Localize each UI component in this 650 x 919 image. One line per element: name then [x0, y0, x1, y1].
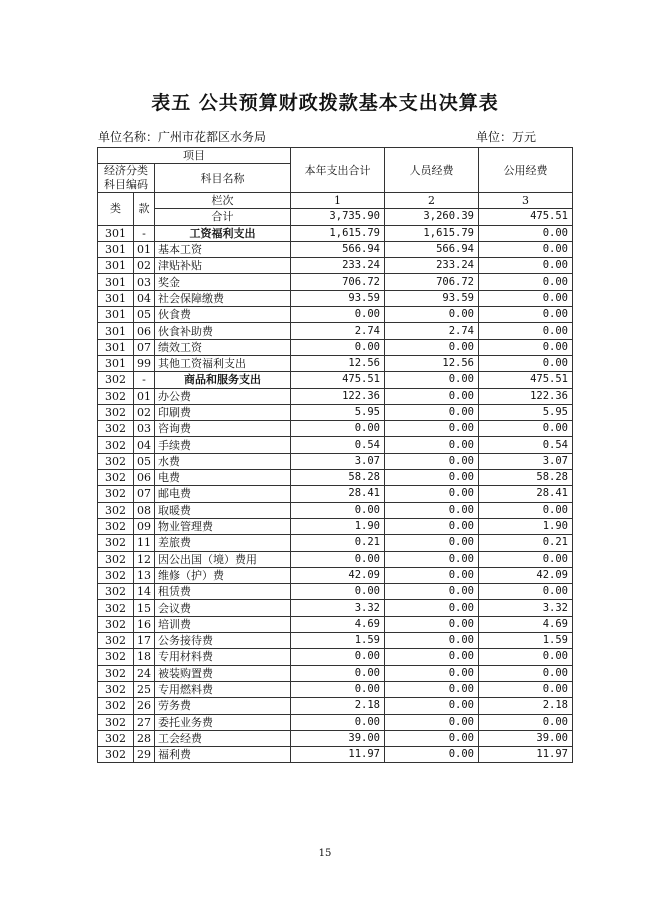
total-personnel: 3,260.39 [385, 209, 479, 225]
row-personnel: 1,615.79 [385, 225, 479, 241]
row-item-name: 物业管理费 [155, 518, 291, 534]
row-total: 0.21 [291, 535, 385, 551]
page-title: 表五 公共预算财政拨款基本支出决算表 [151, 92, 499, 114]
row-total: 0.00 [291, 339, 385, 355]
row-type-code: 301 [98, 258, 134, 274]
table-row [98, 567, 573, 583]
row-public: 11.97 [479, 747, 573, 763]
row-item-name: 水费 [155, 453, 291, 469]
row-type-code: 301 [98, 355, 134, 371]
row-kuan-code: 17 [134, 633, 155, 649]
col-number-2: 2 [385, 193, 479, 209]
row-personnel: 0.00 [385, 470, 479, 486]
row-public: 2.18 [479, 698, 573, 714]
row-public: 0.00 [479, 649, 573, 665]
row-kuan-code: 05 [134, 307, 155, 323]
page-number: 15 [318, 848, 332, 859]
row-kuan-code: 27 [134, 714, 155, 730]
row-total: 1.90 [291, 518, 385, 534]
unit-name: 单位名称：广州市花都区水务局 [98, 130, 267, 144]
row-item-name: 公务接待费 [155, 633, 291, 649]
row-item-name: 专用材料费 [155, 649, 291, 665]
table-row [98, 437, 573, 453]
row-personnel: 0.00 [385, 518, 479, 534]
table-row [98, 502, 573, 518]
row-personnel: 0.00 [385, 437, 479, 453]
row-public: 5.95 [479, 404, 573, 420]
table-row [98, 225, 573, 241]
header-row-project [98, 148, 573, 164]
unit-label: 单位：万元 [476, 130, 537, 144]
row-kuan-code: 99 [134, 355, 155, 371]
row-public: 122.36 [479, 388, 573, 404]
row-item-name: 伙食补助费 [155, 323, 291, 339]
row-kuan-code: 08 [134, 502, 155, 518]
row-item-name: 会议费 [155, 600, 291, 616]
row-personnel: 0.00 [385, 388, 479, 404]
row-item-name: 被装购置费 [155, 665, 291, 681]
row-item-name: 咨询费 [155, 421, 291, 437]
row-type-code: 302 [98, 649, 134, 665]
row-kuan-code: 04 [134, 437, 155, 453]
row-item-name: 邮电费 [155, 486, 291, 502]
row-item-name: 培训费 [155, 616, 291, 632]
row-kuan-code: 04 [134, 290, 155, 306]
row-kuan-code: 25 [134, 681, 155, 697]
row-kuan-code: 02 [134, 258, 155, 274]
row-personnel: 0.00 [385, 714, 479, 730]
row-item-name: 取暖费 [155, 502, 291, 518]
table-row [98, 714, 573, 730]
table-row [98, 241, 573, 257]
row-personnel: 0.00 [385, 600, 479, 616]
row-personnel: 0.00 [385, 307, 479, 323]
row-personnel: 0.00 [385, 698, 479, 714]
row-total: 5.95 [291, 404, 385, 420]
row-kuan-code: 13 [134, 567, 155, 583]
row-public: 1.90 [479, 518, 573, 534]
row-total: 0.00 [291, 584, 385, 600]
row-type-code: 302 [98, 698, 134, 714]
header-name: 科目名称 [155, 164, 291, 193]
row-item-name: 绩效工资 [155, 339, 291, 355]
row-personnel: 0.00 [385, 372, 479, 388]
row-item-name: 手续费 [155, 437, 291, 453]
row-personnel: 0.00 [385, 747, 479, 763]
row-public: 28.41 [479, 486, 573, 502]
row-public: 0.00 [479, 225, 573, 241]
row-item-name: 其他工资福利支出 [155, 355, 291, 371]
row-total: 233.24 [291, 258, 385, 274]
row-personnel: 0.00 [385, 616, 479, 632]
row-public: 39.00 [479, 730, 573, 746]
row-personnel: 12.56 [385, 355, 479, 371]
row-personnel: 0.00 [385, 633, 479, 649]
row-item-name: 因公出国（境）费用 [155, 551, 291, 567]
table-row [98, 600, 573, 616]
row-public: 0.00 [479, 323, 573, 339]
row-item-name: 工资福利支出 [155, 225, 291, 241]
row-item-name: 津贴补贴 [155, 258, 291, 274]
row-item-name: 印刷费 [155, 404, 291, 420]
row-total: 11.97 [291, 747, 385, 763]
row-public: 0.00 [479, 665, 573, 681]
row-public: 0.00 [479, 551, 573, 567]
row-total: 122.36 [291, 388, 385, 404]
row-kuan-code: 16 [134, 616, 155, 632]
row-public: 0.00 [479, 355, 573, 371]
row-public: 0.00 [479, 714, 573, 730]
total-amount: 3,735.90 [291, 209, 385, 225]
row-type-code: 302 [98, 616, 134, 632]
row-kuan-code: 03 [134, 421, 155, 437]
header-project: 项目 [98, 148, 291, 164]
row-public: 0.00 [479, 274, 573, 290]
row-type-code: 302 [98, 567, 134, 583]
row-type-code: 301 [98, 339, 134, 355]
table-row [98, 633, 573, 649]
row-kuan-code: 05 [134, 453, 155, 469]
table-row [98, 258, 573, 274]
row-type-code: 302 [98, 437, 134, 453]
table-row [98, 665, 573, 681]
row-public: 3.32 [479, 600, 573, 616]
row-personnel: 0.00 [385, 502, 479, 518]
table-row [98, 307, 573, 323]
table-row [98, 470, 573, 486]
row-kuan-code: 06 [134, 470, 155, 486]
table-row [98, 404, 573, 420]
row-public: 0.54 [479, 437, 573, 453]
table-row [98, 486, 573, 502]
table-row [98, 698, 573, 714]
row-item-name: 专用燃料费 [155, 681, 291, 697]
row-item-name: 维修（护）费 [155, 567, 291, 583]
row-public: 1.59 [479, 633, 573, 649]
row-personnel: 566.94 [385, 241, 479, 257]
row-type-code: 302 [98, 714, 134, 730]
row-public: 58.28 [479, 470, 573, 486]
row-personnel: 0.00 [385, 649, 479, 665]
row-total: 0.00 [291, 714, 385, 730]
row-item-name: 租赁费 [155, 584, 291, 600]
row-total: 0.00 [291, 681, 385, 697]
row-kuan-code: 15 [134, 600, 155, 616]
row-type-code: 302 [98, 600, 134, 616]
header-code: 经济分类 科目编码 [98, 164, 155, 193]
row-item-name: 福利费 [155, 747, 291, 763]
row-type-code: 302 [98, 730, 134, 746]
row-type-code: 302 [98, 388, 134, 404]
col-number-1: 1 [291, 193, 385, 209]
total-label: 合计 [155, 209, 291, 225]
row-item-name: 委托业务费 [155, 714, 291, 730]
row-type-code: 302 [98, 404, 134, 420]
row-public: 0.00 [479, 681, 573, 697]
row-kuan-code: 09 [134, 518, 155, 534]
row-item-name: 差旅费 [155, 535, 291, 551]
table-row [98, 355, 573, 371]
row-personnel: 0.00 [385, 681, 479, 697]
row-public: 0.21 [479, 535, 573, 551]
row-type-code: 302 [98, 681, 134, 697]
row-total: 0.00 [291, 502, 385, 518]
table-row [98, 339, 573, 355]
row-personnel: 0.00 [385, 486, 479, 502]
row-type-code: 302 [98, 518, 134, 534]
row-kuan-code: 02 [134, 404, 155, 420]
row-total: 1,615.79 [291, 225, 385, 241]
header-row-lanci [98, 193, 573, 209]
row-total: 2.18 [291, 698, 385, 714]
row-item-name: 劳务费 [155, 698, 291, 714]
table-row [98, 747, 573, 763]
row-total: 475.51 [291, 372, 385, 388]
row-personnel: 0.00 [385, 535, 479, 551]
table-row [98, 518, 573, 534]
row-type-code: 302 [98, 486, 134, 502]
table-row [98, 274, 573, 290]
row-total: 0.00 [291, 649, 385, 665]
row-public: 42.09 [479, 567, 573, 583]
row-public: 3.07 [479, 453, 573, 469]
row-personnel: 0.00 [385, 453, 479, 469]
header-personnel: 人员经费 [385, 148, 479, 193]
row-type-code: 301 [98, 241, 134, 257]
row-personnel: 0.00 [385, 665, 479, 681]
row-public: 4.69 [479, 616, 573, 632]
row-kuan-code: 03 [134, 274, 155, 290]
table-row [98, 323, 573, 339]
row-total: 1.59 [291, 633, 385, 649]
header-lei: 类 [98, 193, 134, 226]
header-total: 本年支出合计 [291, 148, 385, 193]
row-total: 12.56 [291, 355, 385, 371]
row-kuan-code: 11 [134, 535, 155, 551]
row-personnel: 0.00 [385, 567, 479, 583]
row-public: 0.00 [479, 584, 573, 600]
table-row [98, 584, 573, 600]
row-total: 2.74 [291, 323, 385, 339]
row-personnel: 233.24 [385, 258, 479, 274]
row-kuan-code: 18 [134, 649, 155, 665]
row-kuan-code: - [134, 225, 155, 241]
row-kuan-code: 01 [134, 241, 155, 257]
row-kuan-code: 29 [134, 747, 155, 763]
row-type-code: 302 [98, 665, 134, 681]
row-item-name: 办公费 [155, 388, 291, 404]
row-kuan-code: - [134, 372, 155, 388]
table-row [98, 290, 573, 306]
header-public: 公用经费 [479, 148, 573, 193]
row-type-code: 301 [98, 323, 134, 339]
row-type-code: 301 [98, 225, 134, 241]
row-total: 4.69 [291, 616, 385, 632]
table-row [98, 421, 573, 437]
row-type-code: 301 [98, 290, 134, 306]
row-personnel: 0.00 [385, 404, 479, 420]
row-type-code: 302 [98, 633, 134, 649]
row-type-code: 302 [98, 470, 134, 486]
row-type-code: 302 [98, 551, 134, 567]
row-item-name: 基本工资 [155, 241, 291, 257]
budget-table [97, 147, 573, 763]
row-total: 0.00 [291, 307, 385, 323]
table-row [98, 616, 573, 632]
row-total: 0.54 [291, 437, 385, 453]
header-kuan: 款 [134, 193, 155, 226]
row-personnel: 2.74 [385, 323, 479, 339]
row-personnel: 706.72 [385, 274, 479, 290]
row-total: 42.09 [291, 567, 385, 583]
row-total: 0.00 [291, 421, 385, 437]
row-type-code: 302 [98, 372, 134, 388]
row-type-code: 302 [98, 421, 134, 437]
row-type-code: 301 [98, 274, 134, 290]
total-public: 475.51 [479, 209, 573, 225]
row-item-name: 伙食费 [155, 307, 291, 323]
row-total: 39.00 [291, 730, 385, 746]
row-public: 0.00 [479, 421, 573, 437]
row-item-name: 电费 [155, 470, 291, 486]
row-personnel: 93.59 [385, 290, 479, 306]
row-type-code: 302 [98, 453, 134, 469]
row-public: 0.00 [479, 290, 573, 306]
row-personnel: 0.00 [385, 584, 479, 600]
row-public: 0.00 [479, 307, 573, 323]
row-type-code: 302 [98, 584, 134, 600]
row-item-name: 工会经费 [155, 730, 291, 746]
row-public: 0.00 [479, 502, 573, 518]
row-personnel: 0.00 [385, 421, 479, 437]
table-row [98, 535, 573, 551]
row-total: 58.28 [291, 470, 385, 486]
row-kuan-code: 28 [134, 730, 155, 746]
row-public: 0.00 [479, 258, 573, 274]
table-row [98, 681, 573, 697]
row-kuan-code: 12 [134, 551, 155, 567]
row-total: 0.00 [291, 665, 385, 681]
row-public: 475.51 [479, 372, 573, 388]
total-row [98, 209, 573, 225]
row-kuan-code: 24 [134, 665, 155, 681]
row-type-code: 302 [98, 502, 134, 518]
row-type-code: 302 [98, 535, 134, 551]
row-total: 3.07 [291, 453, 385, 469]
row-kuan-code: 07 [134, 339, 155, 355]
col-number-3: 3 [479, 193, 573, 209]
row-kuan-code: 01 [134, 388, 155, 404]
row-personnel: 0.00 [385, 551, 479, 567]
header-lanci: 栏次 [155, 193, 291, 209]
row-personnel: 0.00 [385, 339, 479, 355]
row-total: 706.72 [291, 274, 385, 290]
row-item-name: 商品和服务支出 [155, 372, 291, 388]
row-public: 0.00 [479, 241, 573, 257]
row-total: 93.59 [291, 290, 385, 306]
row-type-code: 302 [98, 747, 134, 763]
row-kuan-code: 06 [134, 323, 155, 339]
row-kuan-code: 14 [134, 584, 155, 600]
row-personnel: 0.00 [385, 730, 479, 746]
table-row [98, 372, 573, 388]
row-total: 566.94 [291, 241, 385, 257]
table-row [98, 551, 573, 567]
row-kuan-code: 26 [134, 698, 155, 714]
table-row [98, 730, 573, 746]
row-total: 0.00 [291, 551, 385, 567]
row-item-name: 奖金 [155, 274, 291, 290]
row-total: 3.32 [291, 600, 385, 616]
row-type-code: 301 [98, 307, 134, 323]
row-total: 28.41 [291, 486, 385, 502]
table-row [98, 453, 573, 469]
table-row [98, 388, 573, 404]
row-item-name: 社会保障缴费 [155, 290, 291, 306]
row-kuan-code: 07 [134, 486, 155, 502]
row-public: 0.00 [479, 339, 573, 355]
table-row [98, 649, 573, 665]
